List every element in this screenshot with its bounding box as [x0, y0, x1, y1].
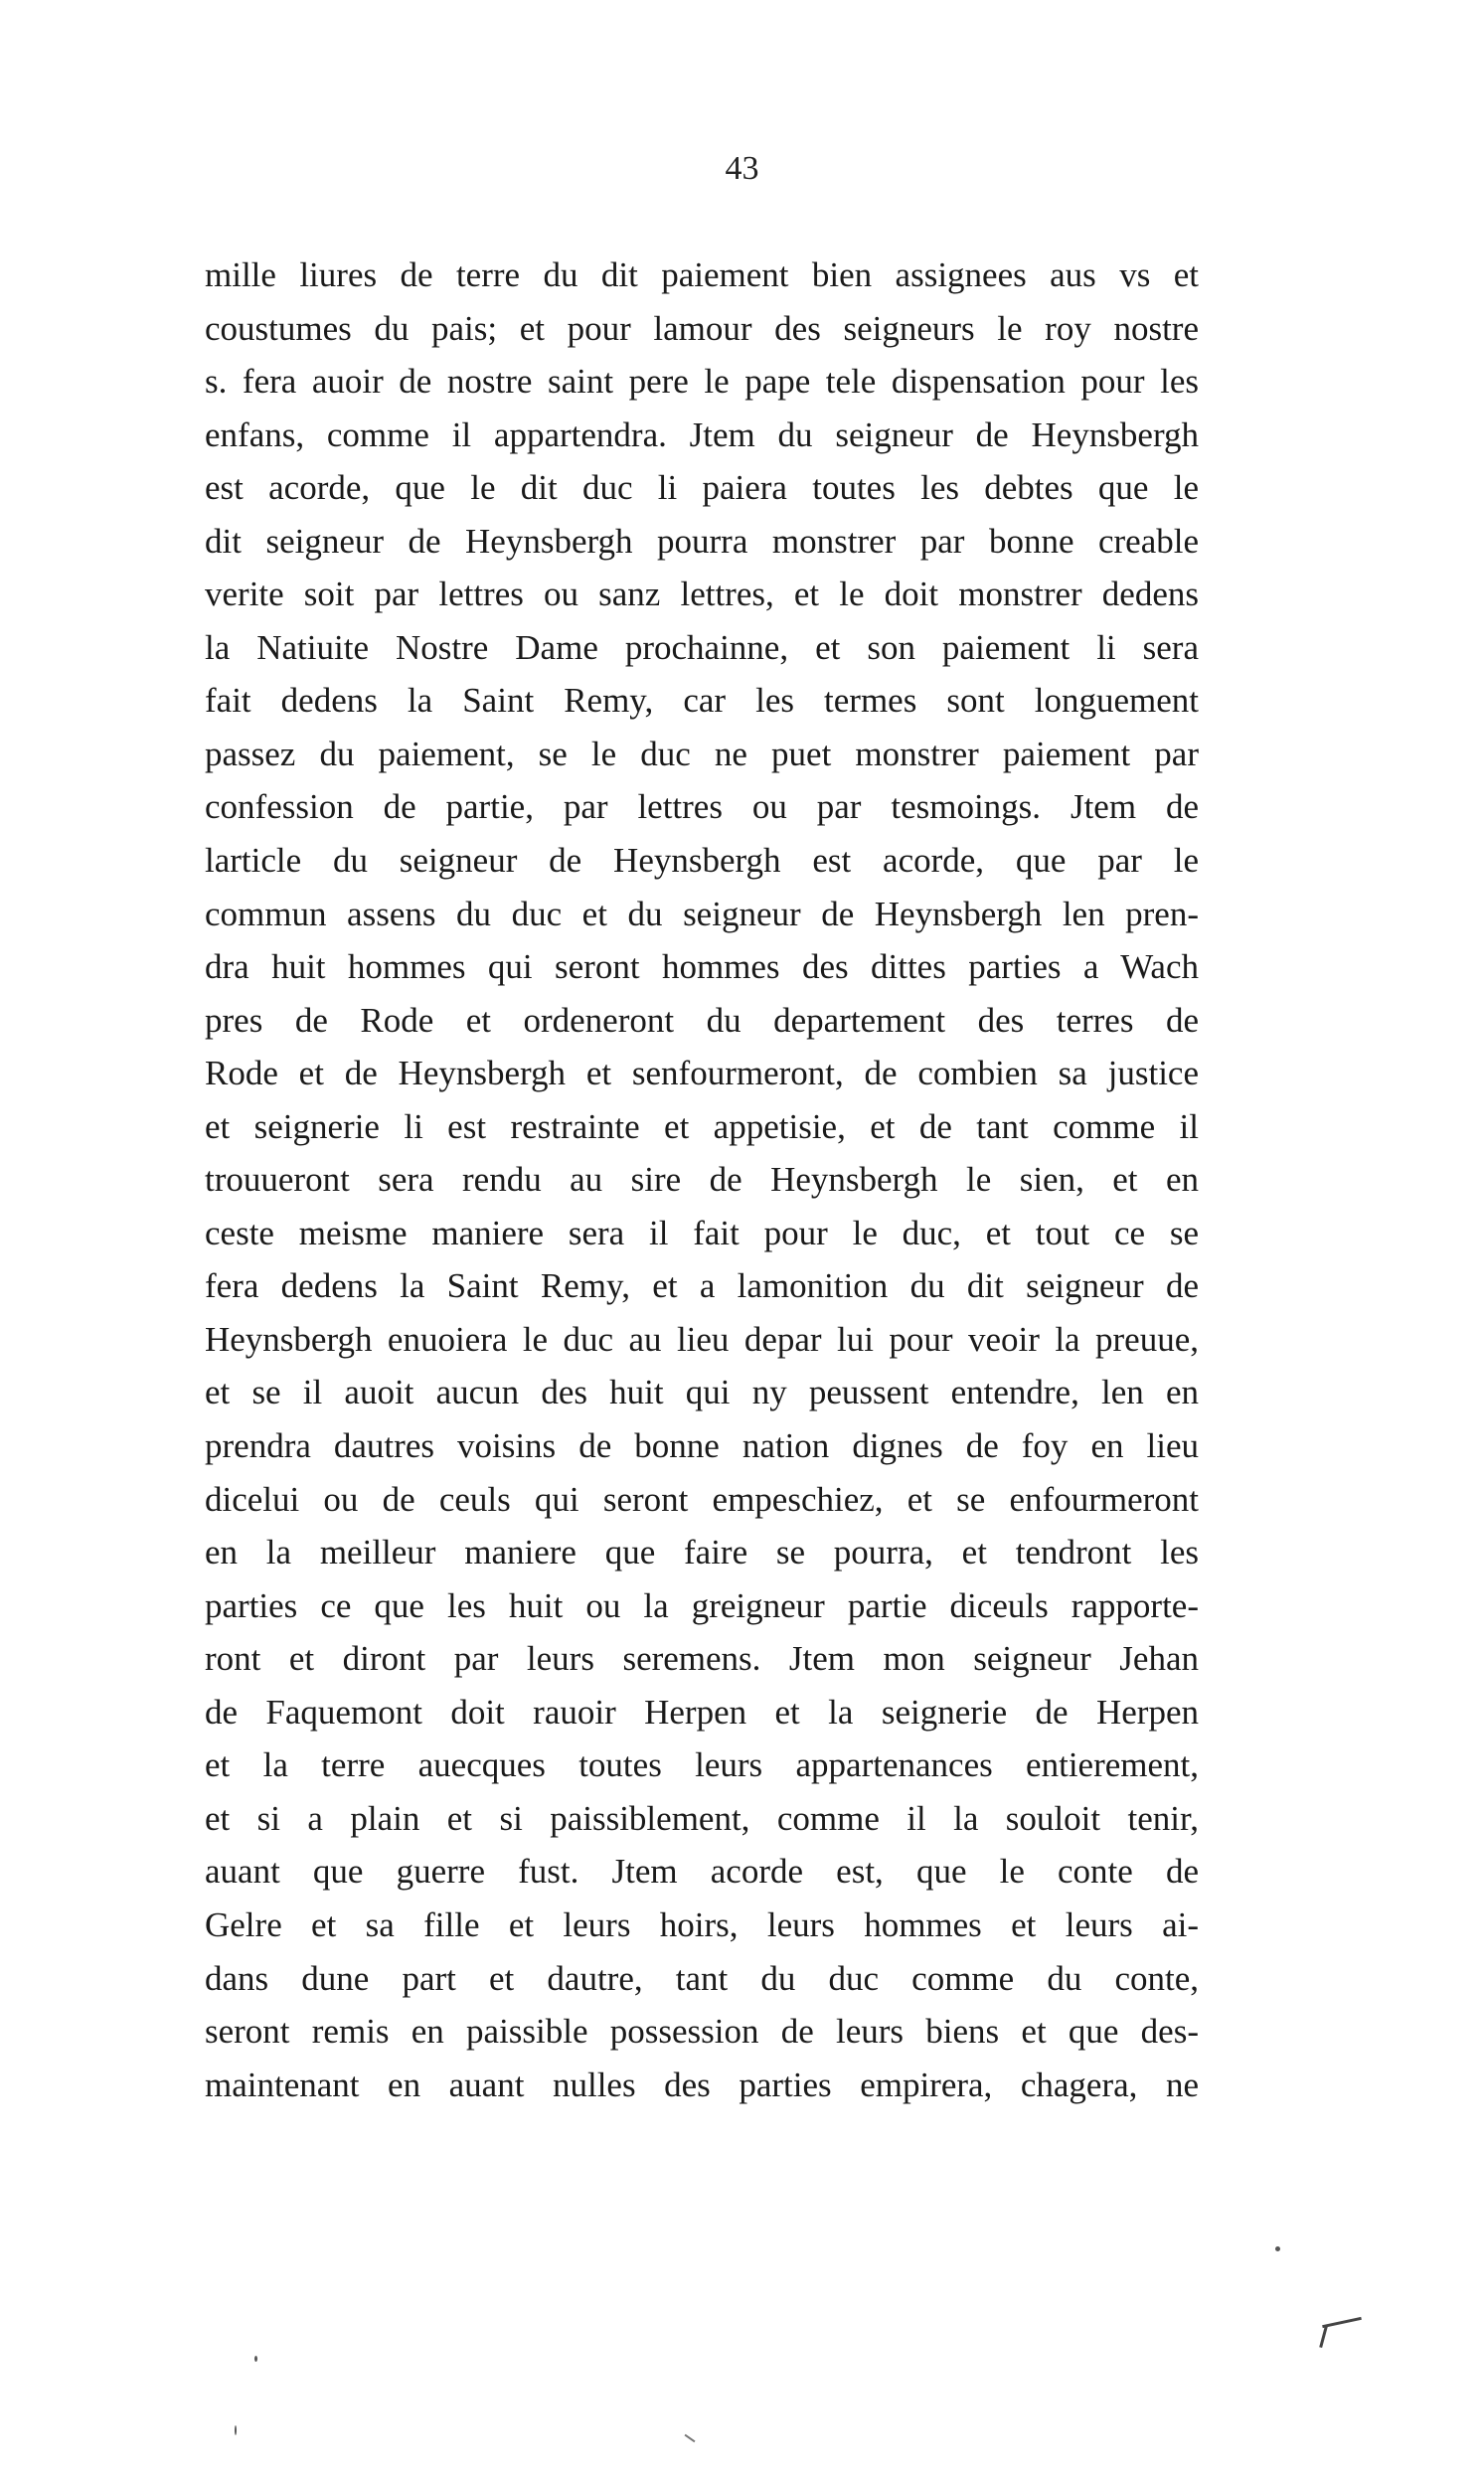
- text-line: en la meilleur maniere que faire se pourra, et tendront les: [205, 1533, 1199, 1572]
- text-line: seront remis en paissible possession de leurs biens et que des-: [205, 2012, 1199, 2052]
- text-line: et si a plain et si paissiblement, comme il la souloit tenir,: [205, 1798, 1199, 1838]
- text-line: et seignerie li est restrainte et appetisie, et de tant comme il: [205, 1106, 1199, 1146]
- page-number: 43: [725, 150, 759, 187]
- text-line: dra huit hommes qui seront hommes des dittes parties a Wach: [205, 947, 1199, 987]
- text-line: et la terre auecques toutes leurs appartenances entierement,: [205, 1745, 1199, 1785]
- text-line: verite soit par lettres ou sanz lettres, et le doit monstrer dedens: [205, 575, 1199, 614]
- scan-speck: [1275, 2246, 1280, 2251]
- text-line: ceste meisme maniere sera il fait pour le duc, et tout ce se: [205, 1213, 1199, 1252]
- text-line: la Natiuite Nostre Dame prochainne, et son paiement li sera: [205, 627, 1199, 667]
- text-line: mille liures de terre du dit paiement bien assignees aus vs et: [205, 255, 1199, 294]
- text-line: ront et diront par leurs seremens. Jtem mon seigneur Jehan: [205, 1639, 1199, 1679]
- scan-mark: [1322, 2317, 1362, 2328]
- text-line: dicelui ou de ceuls qui seront empeschiez, et se enfourmeront: [205, 1479, 1199, 1519]
- text-line: larticle du seigneur de Heynsbergh est acorde, que par le: [205, 841, 1199, 881]
- text-line: Gelre et sa fille et leurs hoirs, leurs hommes et leurs ai-: [205, 1904, 1199, 1944]
- text-line: prendra dautres voisins de bonne nation dignes de foy en lieu: [205, 1426, 1199, 1466]
- text-line: maintenant en auant nulles des parties empirera, chagera, ne: [205, 2065, 1199, 2104]
- scan-mark: [685, 2434, 696, 2443]
- text-line: fera dedens la Saint Remy, et a lamonition du dit seigneur de: [205, 1266, 1199, 1306]
- text-line: Heynsbergh enuoiera le duc au lieu depar lui pour veoir la preuue,: [205, 1319, 1199, 1359]
- text-line: est acorde, que le dit duc li paiera toutes les debtes que le: [205, 468, 1199, 508]
- text-line: coustumes du pais; et pour lamour des seigneurs le roy nostre: [205, 308, 1199, 348]
- text-line: s. fera auoir de nostre saint pere le pape tele dispensation pour les: [205, 362, 1199, 402]
- text-line: pres de Rode et ordeneront du departement des terres de: [205, 1000, 1199, 1040]
- text-line: trouueront sera rendu au sire de Heynsbergh le sien, et en: [205, 1160, 1199, 1200]
- text-line: et se il auoit aucun des huit qui ny peussent entendre, len en: [205, 1373, 1199, 1412]
- text-line: Rode et de Heynsbergh et senfourmeront, de combien sa justice: [205, 1054, 1199, 1093]
- text-line: de Faquemont doit rauoir Herpen et la seignerie de Herpen: [205, 1692, 1199, 1732]
- text-line: dans dune part et dautre, tant du duc comme du conte,: [205, 1958, 1199, 1998]
- text-line: confession de partie, par lettres ou par tesmoings. Jtem de: [205, 787, 1199, 827]
- scan-speck: [235, 2425, 237, 2435]
- text-line: fait dedens la Saint Remy, car les termes sont longuement: [205, 681, 1199, 721]
- text-line: enfans, comme il appartendra. Jtem du seigneur de Heynsbergh: [205, 414, 1199, 454]
- text-line: auant que guerre fust. Jtem acorde est, que le conte de: [205, 1852, 1199, 1892]
- text-line: dit seigneur de Heynsbergh pourra monstrer par bonne creable: [205, 521, 1199, 561]
- text-line: passez du paiement, se le duc ne puet monstrer paiement par: [205, 734, 1199, 773]
- scan-mark: [1319, 2326, 1328, 2348]
- text-line: commun assens du duc et du seigneur de Heynsbergh len pren-: [205, 894, 1199, 933]
- body-text: [205, 248, 1199, 2111]
- scan-speck: [254, 2356, 257, 2362]
- text-line: parties ce que les huit ou la greigneur partie diceuls rapporte-: [205, 1585, 1199, 1625]
